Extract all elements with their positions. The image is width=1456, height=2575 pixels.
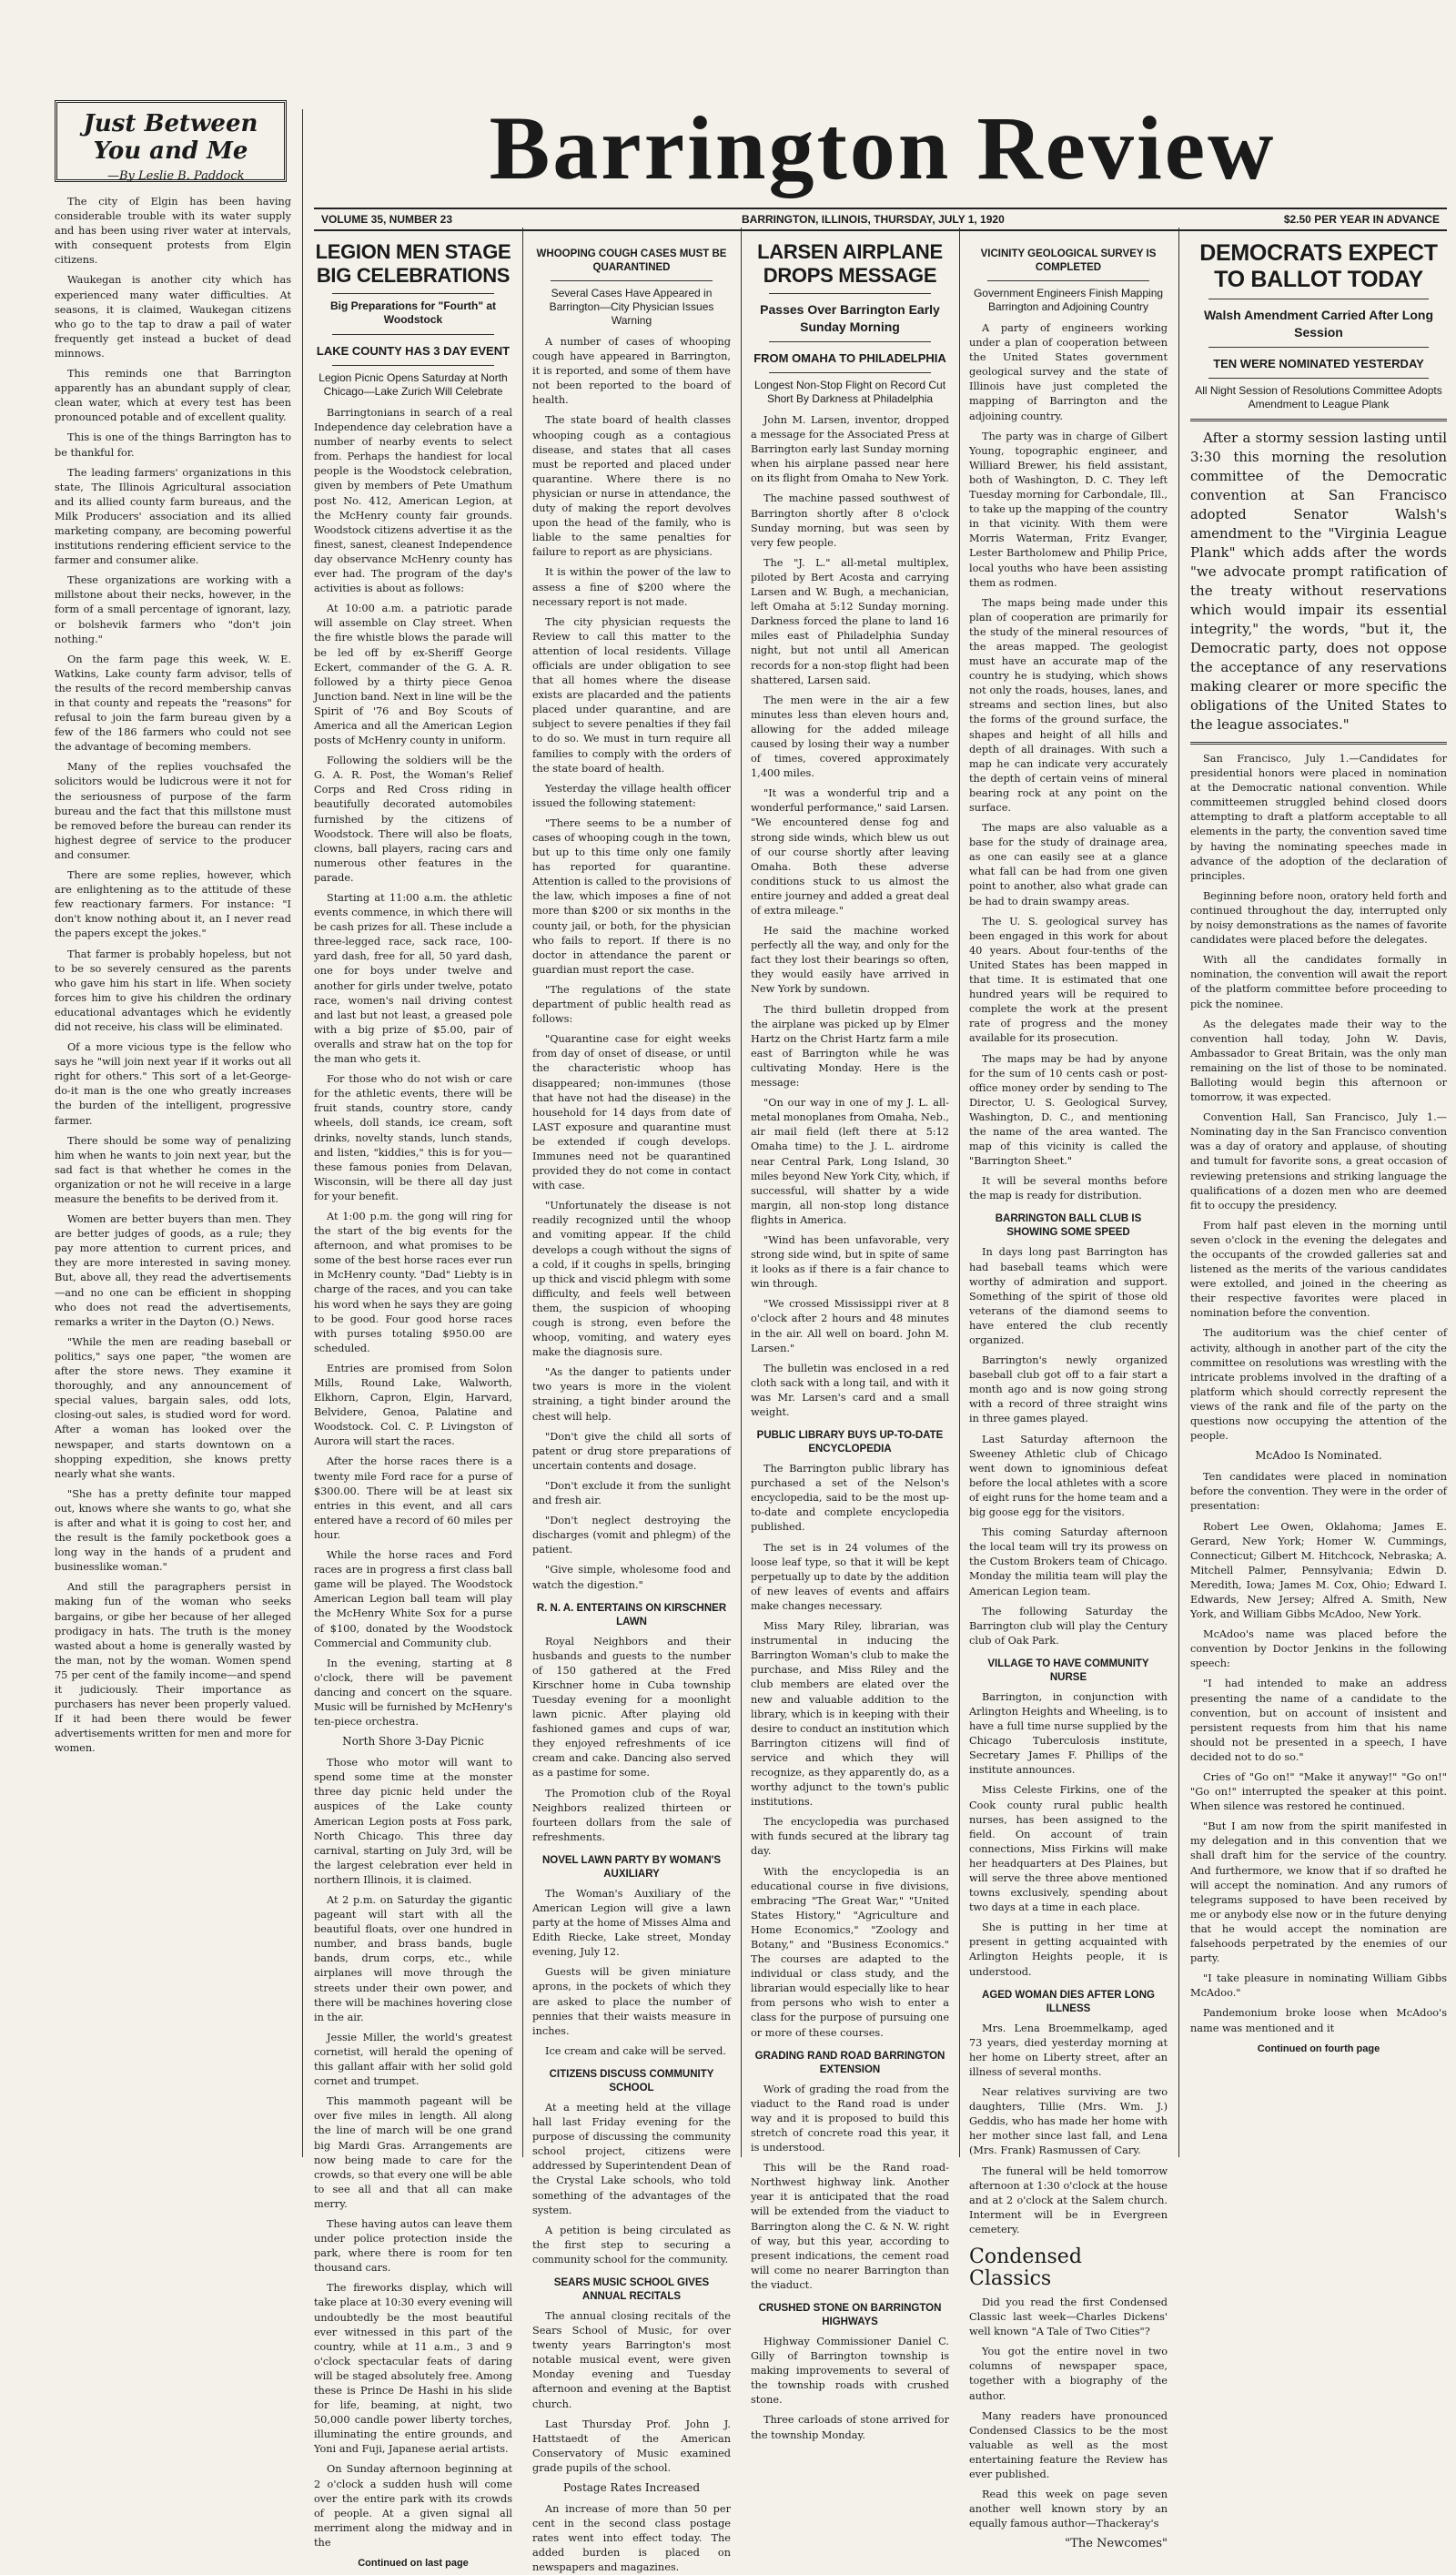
headline-ten-nominated: TEN WERE NOMINATED YESTERDAY [1213,357,1424,370]
larsen-paragraphs [751,413,949,1420]
geological-paragraphs [969,321,1168,1203]
mcadoo-paragraphs [1190,1470,1447,2035]
paragraph: Read this week on page seven another well known story by an equally famous author—Thackeray's [969,2489,1168,2530]
paragraph: Ten candidates were placed in nomination before the convention. They were in the order of presentation: [1190,1471,1447,1513]
paragraph: At a meeting held at the village hall last Friday evening for the purpose of discussing the community school project, citizens were addressed by Superintendent Dean of the Crystal Lake schools, who told something of the advantages of the system. [532,2101,731,2216]
paragraph: The bulletin was enclosed in a red cloth sack with a long tail, and with it was Mr. Larsen's card and a small weight. [751,1362,949,1418]
aged-woman-paragraphs [969,2022,1168,2237]
place-and-date: BARRINGTON, ILLINOIS, THURSDAY, JULY 1, 1920 [742,213,1005,226]
paragraph: A number of cases of whooping cough have appeared in Barrington, it is reported, and some of them have not been reported to the board of health. [532,336,731,407]
paragraph: The city physician requests the Review to call this matter to the attention of local residents. Village officials are under obligation to see that all homes where the disease exists are placarded and the patients placed under quarantine, and are subject to severe penalties if they fail to do so. We must in turn require all families to comply with the orders of the state board of health. [532,615,731,775]
column-legion [314,238,512,2570]
newcomes-title: "The Newcomes" [1065,2537,1168,2551]
paragraph: Women are better buyers than men. They are better judges of goods, as a rule; they pay more attention to current prices, and they are more interested in saving money. But, above all, they read the advertisements—and no one can be efficient in shopping who does not read the advertisements, remarks a writer in the Dayton (O.) News. [55,1213,291,1328]
paragraph: The maps being made under this plan of cooperation are primarily for the study of the mineral resources of the areas mapped. The geologist must have an accurate map of the country he is studying, which shows not only the roads, houses, lanes, and streams and section lines, but also the forms of the ground surface, the shapes and height of all hills and depth of all drainages. With such a map he can indicate very accurately the depth of certain veins of mineral bearing rock at any point on the surface. [969,596,1168,814]
paragraph: Following the soldiers will be the G. A. R. Post, the Woman's Relief Corps and Red Cross riding in beautifully decorated automobiles furnished by the citizens of Woodstock. There will also be floats, clowns, ball players, racing cars and numerous other features in the parade. [314,755,512,884]
paragraph: The following Saturday the Barrington club will play the Century club of Oak Park. [969,1605,1168,1647]
north-shore-paragraphs [314,1756,512,2550]
paragraph: "Unfortunately the disease is not readily recognized until the whoop and vomiting appear. If the child develops a cough without the signs of a cold, if it coughs in spells, bringing up thick and viscid phlegm with some difficulty, and feels well between them, the suspicion of whooping cough is strong, even before the whoop, vomiting, and watery eyes make the diagnosis sure. [532,1200,731,1359]
sidebar-byline: —By Leslie B. Paddock [107,169,245,183]
paragraph: For those who do not wish or care for the athletic events, there will be fruit stands, country store, candy wheels, doll stands, ice cream, soft drinks, novelty stands, lunch stands, and listen, "kiddies," this is for you—these famous ponies from Delavan, Wisconsin, will be there all day just for your benefit. [314,1073,512,1202]
paragraph: San Francisco, July 1.—Candidates for presidential honors were placed in nomination at the Democratic national convention. While committeemen struggled behind closed doors attempting to draft a platform acceptable to all elements in the party, the convention saved time by having the nominating speeches made in advance of the adoption of the declaration of principles. [1190,753,1447,882]
paragraph: Those who motor will want to spend some time at the monster three day picnic held under the auspices of the Lake county American Legion posts at Foss park, North Chicago. This three day carnival, starting on July 3rd, will be the largest celebration ever held in northern Illinois, it is claimed. [314,1757,512,1886]
paragraph: "Wind has been unfavorable, very strong side wind, but in spite of same it looks as if there is a fair chance to win through. [751,1233,949,1291]
paragraph: Barrington, in conjunction with Arlington Heights and Wheeling, is to have a full time nurse supplied by the Chicago Tuberculosis institute, Secretary James F. Phillips of the institute announces. [969,1690,1168,1777]
paragraph: Ice cream and cake will be served. [545,2044,726,2057]
paragraph: As the delegates made their way to the convention hall today, John W. Davis, Ambassador to Great Britain, was the only man remaining on the list of those to be nominated. Balloting would begin this afternoon or tomorrow, it was expected. [1190,1018,1447,1104]
paragraph: This will be the Rand road-Northwest highway link. Another year it is anticipated that the road will be extended from the viaduct to Barrington along the C. & N. W. right of way, but this year, according to present indications, the cement road will come no nearer Barrington than the viaduct. [751,2162,949,2291]
headline-larsen: LARSEN AIRPLANE DROPS MESSAGE [757,240,943,287]
subhead-nonstop: Longest Non-Stop Flight on Record Cut Short By Darkness at Philadelphia [753,379,946,405]
paragraph: After the horse races there is a twenty mile Ford race for a purse of $300.00. There will be at least six entries in this event, and all cars entered have a record of 60 miles per hour. [314,1455,512,1541]
postage-paragraphs [532,2502,731,2575]
paragraph: In the evening, starting at 8 o'clock, there will be pavement dancing and concert on the square. Music will be furnished by McHenry's ten-piece orchestra. [314,1657,512,1728]
paragraph: Near relatives surviving are two daughters, Tillie (Mrs. Wm. J.) Geddis, who has made her home with her mother since last fall, and Lena (Mrs. Frank) Rasmussen of Cary. [969,2086,1168,2157]
rand-road-paragraphs [751,2083,949,2293]
paragraph: McAdoo's name was placed before the convention by Doctor Jenkins in the following speech: [1190,1628,1447,1670]
headline-lawn-party: NOVEL LAWN PARTY BY WOMAN'S AUXILIARY [541,1854,722,1880]
paragraph: Work of grading the road from the viaduct to the Rand road is under way and it is proposed to build this stretch of concrete road this year, it is understood. [751,2083,949,2154]
volume-number: VOLUME 35, NUMBER 23 [321,213,453,226]
paragraph: In days long past Barrington has had baseball teams which were worthy of admiration and support. Something of the spirit of those old veterans of the diamond seems to have entered the club recently organized. [969,1246,1168,1346]
paragraph: Pandemonium broke loose when McAdoo's name was mentioned and it [1190,2007,1447,2034]
whooping-cough-paragraphs [532,335,731,1593]
headline-legion: LEGION MEN STAGE BIG CELEBRATIONS [315,240,511,287]
library-paragraphs [751,1462,949,2041]
paragraph: The leading farmers' organizations in this state, The Illinois Agricultural association and its allied county farm bureaus, and the Milk Producers' association and its allied marketing company, are becoming powerful institutions rendering efficient service to the farmer and consumer alike. [55,466,291,567]
sidebar-title-line1: Just Between [83,110,258,137]
paragraph: While the horse races and Ford races are in progress a first class ball game will be played. The Woodstock American Legion ball team will play the McHenry White Sox for a purse of $100, donated by the Woodstock Commercial and Community club. [314,1549,512,1649]
paragraph: The city of Elgin has been having considerable trouble with its water supply and has been using river water at intervals, with consequent protests from Elgin citizens. [55,196,291,267]
column-rule [741,228,742,2157]
paragraph: With the encyclopedia is an educational course in five divisions, embracing "The Great War," "United States History," "Agriculture and Home Economics," "Zoology and Botany," and "Business Economics." The courses are adapted to the individual or class study, and the librarian would especially like to hear from persons who wish to enter a class for the purpose of pursuing one or more of these courses. [751,1865,949,2039]
headline-omaha: FROM OMAHA TO PHILADELPHIA [753,351,946,365]
paragraph: From half past eleven in the morning until seven o'clock in the evening the delegates and the occupants of the crowded galleries sat and listened as the merits of the various candidates were extolled, and joined in the cheering as their respective favorites were placed in nomination before the convention. [1190,1219,1447,1320]
headline-condensed-classics: Condensed Classics [969,2245,1082,2290]
paragraph: Barrington's newly organized baseball club got off to a fair start a month ago and is now going strong with a record of three straight wins in three games played. [969,1354,1168,1425]
dateline-bar [314,208,1447,231]
paragraph: The party was in charge of Gilbert Young, topographic engineer, and Williard Brewer, his field assistant, both of Washington, D. C. They left Tuesday morning for Carbondale, Ill., to take up the mapping of the country in that vicinity. With them were Morris Waterman, Fritz Evanger, Lester Bartholomew and Philip Price, local youths who have been assisting them as rodmen. [969,430,1168,589]
paragraph: On Sunday afternoon beginning at 2 o'clock a sudden hush will come over the entire park with its crowds of people. At a given signal all merriment along the midway and in the [314,2463,512,2549]
column-democrats [1190,238,1447,2159]
paragraph: The Woman's Auxiliary of the American Legion will give a lawn party at the home of Misses Alma and Edith Riecke, Lake street, Monday evening, July 12. [532,1887,731,1959]
lawn-party-paragraphs [532,1887,731,2059]
paragraph: The funeral will be held tomorrow afternoon at 1:30 o'clock at the house and at 2 o'clock at the Salem church. Interment will be in Evergreen cemetery. [969,2164,1168,2235]
headline-library: PUBLIC LIBRARY BUYS UP-TO-DATE ENCYCLOPEDIA [756,1430,944,1455]
subhead-woodstock: Big Preparations for "Fourth" at Woodstock [329,299,497,326]
paragraph: The encyclopedia was purchased with funds secured at the library tag day. [751,1816,949,1858]
subscription-price: $2.50 PER YEAR IN ADVANCE [1283,213,1440,226]
paragraph: This reminds one that Barrington apparently has an abundant supply of clear, clean water, which at every test has been pronounced potable and of excellent quality. [55,368,291,424]
paragraph: Last Thursday Prof. John J. Hattstaedt of the American Conservatory of Music examined grade pupils of the school. [532,2418,731,2474]
subhead-whooping-cough: Several Cases Have Appeared in Barrington—City Physician Issues Warning [549,287,714,327]
subhead-geological: Government Engineers Finish Mapping Barrington and Adjoining Country [973,287,1164,313]
paragraph: Miss Mary Riley, librarian, was instrumental in inducing the Barrington Woman's club to make the purchase, and Miss Riley and the club members are elated over the new and valuable addition to the library, which is in keeping with their desire to conduct an institution which Barrington citizens will find of service and which they will recognize, as they apparently do, as a worthy adjunct to the town's public institutions. [751,1620,949,1809]
paragraph: "I take pleasure in nominating William Gibbs McAdoo." [1190,1972,1447,2000]
paragraph: The auditorium was the chief center of activity, although in another part of the city the committee on resolutions was wrestling with the intricate problems involved in the drafting of a platform which should correctly represent the views of the rank and file of the party on the questions now occupying the attention of the people. [1190,1327,1447,1443]
paragraph: It will be several months before the map is ready for distribution. [969,1175,1168,1202]
paragraph: This is one of the things Barrington has to be thankful for. [55,431,291,459]
community-school-paragraphs [532,2101,731,2267]
paragraph: A party of engineers working under a plan of cooperation between the United States government geological survey and the state of Illinois have just completed the mapping of Barrington and the adjoining country. [969,322,1168,422]
paragraph: There are some replies, however, which are enlightening as to the attitude of these few reactionary farmers. For instance: "I don't know nothing about it, an I never read the papers except the jokes." [55,869,291,940]
paragraph: Waukegan is another city which has experienced many water difficulties. At seasons, it is claimed, Waukegan citizens who go to the tap to draw a pail of water frequently get instead a bucket of dead minnows. [55,274,291,360]
headline-democrats: DEMOCRATS EXPECT TO BALLOT TODAY [1199,240,1438,292]
subhead-legion-picnic: Legion Picnic Opens Saturday at North Chicago—Lake Zurich Will Celebrate [318,371,508,398]
subhead-north-shore: North Shore 3-Day Picnic [342,1735,484,1749]
legion-paragraphs [314,406,512,1729]
paragraph: This coming Saturday afternoon the local team will try its prowess on the Custom Brokers team of Chicago. Monday the militia team will play the American Legion team. [969,1526,1168,1597]
paragraph: Convention Hall, San Francisco, July 1.—Nominating day in the San Francisco convention was a day of oratory and applause, of shouting and tumult for favorite sons, a great occasion of reviewing pretensions and striking language the qualifications of a dozen men who are deemed fit to occupy the presidency. [1190,1111,1447,1211]
ball-club-paragraphs [969,1245,1168,1647]
paragraph: The U. S. geological survey has been engaged in this work for about 40 years. About four-tenths of the United States has been mapped in that time. It is estimated that one hundred years will be required to complete the work at the present rate of progress and the money available for its prosecution. [969,915,1168,1045]
paragraph: The men were in the air a few minutes less than eleven hours and, allowing for the added mileage caused by losing their way a number of times, covered approximately 1,400 miles. [751,694,949,780]
paragraph: At 10:00 a.m. a patriotic parade will assemble on Clay street. When the fire whistle blows the parade will be led off by ex-Sheriff George Eckert, commander of the G. A. R. followed by a thirty piece Genoa Junction band. Next in line will be the Spirit of '76 and Boy Scouts of America and all the American Legion posts of McHenry county in uniform. [314,603,512,747]
paragraph: Yesterday the village health officer issued the following statement: [532,782,731,809]
paragraph: Did you read the first Condensed Classic last week—Charles Dickens' well known "A Tale of Two Cities"? [969,2296,1168,2338]
paragraph: The Promotion club of the Royal Neighbors realized thirteen or fourteen dollars from the sale of refreshments. [532,1787,731,1843]
column-larsen [751,238,949,2441]
subhead-larsen: Passes Over Barrington Early Sunday Morning [760,302,940,334]
paragraph: "It was a wonderful trip and a wonderful performance," said Larsen. "We encountered dense fog and strong side winds, which blew us out of our course shortly after leaving Omaha. Both these adverse conditions stuck to us almost the entire journey and added a great deal of extra mileage." [751,787,949,917]
paragraph: Miss Celeste Firkins, one of the Cook county rural public health nurses, has been assigned to the field. On account of train connections, Miss Firkins will make her headquarters at Des Plaines, but will serve the three above mentioned towns exclusively, spending about two days at a time in each place. [969,1784,1168,1914]
paragraph: Royal Neighbors and their husbands and guests to the number of 150 gathered at the Fred Kirschner home in Cuba township Tuesday evening for a moonlight lawn picnic. After playing old fashioned games and cups of war, they enjoyed refreshments of ice cream and cake. Dancing also served as a pastime for some. [532,1635,731,1779]
paragraph: "She has a pretty definite tour mapped out, knows where she wants to go, what she is after and what it is going to cost her, and the result is the family pocketbook goes a long way in the hands of a prudent and businesslike woman." [55,1487,291,1574]
paragraph: Last Saturday afternoon the Sweeney Athletic club of Chicago went down to ignominious defeat before the local athletes with a score of eight runs for the home team and a big goose egg for the visitors. [969,1433,1168,1519]
column-geological [969,238,1168,2551]
headline-community-school: CITIZENS DISCUSS COMMUNITY SCHOOL [549,2068,714,2093]
paragraph: The maps are also valuable as a base for the study of drainage area, as one can easily see at a glance what fall can be had from one given point to another, also what grade can be had to drain swampy areas. [969,822,1168,907]
paragraph: John M. Larsen, inventor, dropped a message for the Associated Press at Barrington early last Sunday morning when his airplane passed near here on its flight from Omaha to New York. [751,414,949,485]
headline-lake-county: LAKE COUNTY HAS 3 DAY EVENT [316,344,511,358]
paragraph: At 2 p.m. on Saturday the gigantic pageant will start with all the beautiful floats, over one hundred in number, and brass bands, bugle bands, drum corps, etc., while airplanes will move through the streets under their own power, and there will be machines hovering close in the air. [314,1894,512,2023]
paragraph: "I had intended to make an address presenting the name of a candidate to the convention, but on account of insistent and persistent requests from him that his name should not be presented in a speech, I have decided not to do so." [1190,1678,1447,1763]
headline-rna: R. N. A. ENTERTAINS ON KIRSCHNER LAWN [536,1602,727,1627]
paragraph: These having autos can leave them under police protection inside the park, where there is room for ten thousand cars. [314,2217,512,2275]
paragraph: "We crossed Mississippi river at 8 o'clock after 2 hours and 48 minutes in the air. All well on board. John M. Larsen." [751,1298,949,1354]
paragraph: The maps may be had by anyone for the sum of 10 cents cash or post-office money order by sending to The Director, U. S. Geological Survey, Washington, D. C., and mentioning the name of the area wanted. The map of this vicinity is called the "Barrington Sheet." [969,1052,1168,1168]
paragraph: That farmer is probably hopeless, but not to be so severely censured as the parents who gave him his start in life. When society forces him to give his children the ordinary educational advantages which he evidently did not receive, his class will be eliminated. [55,948,291,1033]
paragraph: Beginning before noon, oratory held forth and continued throughout the day, interrupted only by noisy demonstrations as the names of favorite candidates were placed before the delegates. [1190,889,1447,947]
paragraph: "Don't neglect destroying the discharges (vomit and phlegm) of the patient. [532,1515,731,1556]
column-rule [302,109,303,2157]
paragraph: Jessie Miller, the world's greatest cornetist, will herald the opening of this gallant affair with her solid gold cornet and trumpet. [314,2031,512,2088]
paragraph: Highway Commissioner Daniel C. Gilly of Barrington township is making improvements to several of the township roads with crushed stone. [751,2335,949,2407]
paragraph: This mammoth pageant will be over five miles in length. All along the line of march will be one grand big Mardi Gras. Arrangements are now being made to care for the crowds, so that every one will be able to see all and that all can make merry. [314,2095,512,2210]
paragraph: At 1:00 p.m. the gong will ring for the start of the big events for the afternoon, and what promises to be some of the best horse races ever run in McHenry county. "Dad" Liebty is in charge of the races, and you can take his word when he says they are going to be good. Four good horse races with purses totaling $950.00 are scheduled. [314,1210,512,1354]
paragraph: The third bulletin dropped from the airplane was picked up by Elmer Hartz on the Christ Hartz farm a mile east of Barrington while he was cultivating Monday. Here is the message: [751,1003,949,1090]
paragraph: And still the paragraphers persist in making fun of the woman who seeks bargains, or gibe her because of her alleged prodigacy in hats. The truth is the money wasted about a home is generally wasted by the man, not by the woman. Women spend 75 per cent of the family income—and spend it judiciously. Their importance as purchasers has never been properly valued. If it had been there would be fewer advertisements written for men and more for women. [55,1581,291,1755]
paragraph: "Don't give the child all sorts of patent or drug store preparations of uncertain contents and dosage. [532,1430,731,1472]
condensed-paragraphs [969,2296,1168,2531]
crushed-stone-paragraphs [751,2335,949,2443]
paragraph: Cries of "Go on!" "Make it anyway!" "Go on!" "Go on!" interrupted the speaker at this point. When silence was restored he continued. [1190,1771,1447,1813]
subhead-all-night: All Night Session of Resolutions Committee Adopts Amendment to League Plank [1195,384,1442,411]
subhead-mcadoo: McAdoo Is Nominated. [1255,1449,1382,1463]
sidebar-column [55,195,291,2159]
paragraph: "While the men are reading baseball or politics," says one paper, "the women are after the store news. They examine it thoroughly, and any announcement of special values, bargain sales, odd lots, closing-out sales, is studied word for word. After a woman has looked over the newspaper, and starts downtown on a shopping expedition, she knows pretty nearly what she wants. [55,1335,291,1480]
headline-aged-woman: AGED WOMAN DIES AFTER LONG ILLNESS [982,1989,1155,2014]
paragraph: Starting at 11:00 a.m. the athletic events commence, in which there will be cash prizes for all. These include a three-legged race, sack race, 100-yard dash, free for all, 50 yard dash, one for boys under twelve and another for girls under twelve, potato race, women's nail driving contest and last but not least, a greased pole with a big prize of $5.00, pair of overalls and straw hat on the top for the man who gets it. [314,892,512,1066]
headline-whooping-cough: WHOOPING COUGH CASES MUST BE QUARANTINED [536,248,727,273]
paragraph: With all the candidates formally in nomination, the convention will await the report of the platform committee before proceeding to pick the nominee. [1190,954,1447,1010]
paragraph: Three carloads of stone arrived for the township Monday. [751,2414,949,2441]
column-whooping-cough [532,238,731,2574]
paragraph: Many readers have pronounced Condensed Classics to be the most valuable as well as the most entertaining feature the Review has ever published. [969,2409,1168,2480]
paragraph: "Give simple, wholesome food and watch the digestion." [532,1564,731,1591]
headline-nurse: VILLAGE TO HAVE COMMUNITY NURSE [987,1658,1149,1683]
sears-music-paragraphs [532,2309,731,2476]
headline-rand-road: GRADING RAND ROAD BARRINGTON EXTENSION [754,2050,945,2075]
paragraph: "There seems to be a number of cases of whooping cough in the town, but up to this time only one family has reported for quarantine. Attention is called to the provisions of the law, which imposes a fine of not more than $200 or six months in the county jail, or both, for the physician who fails to report. If there is no doctor in attendance the parent or guardian must report the case. [532,816,731,976]
subhead-walsh: Walsh Amendment Carried After Long Session [1203,308,1434,340]
democrats-lead: After a stormy session lasting until 3:30 this morning the resolution committee of the Democratic convention at San Francisco adopted Senator Walsh's amendment to the "Virginia League Plank" which adds after the words "we advocate prompt ratification of the treaty without reservations which would impair its essential integrity," the words, "but it, the Democratic party, does not oppose the acceptance of any reservations making clearer or more specific the obligations of the United States to the league associates." [1190,430,1447,733]
paragraph: Barringtonians in search of a real Independence day celebration have a number of nearby events to select from. Perhaps the handiest for local people is the Woodstock celebration, given by members of Pete Umathum post No. 412, American Legion, at the McHenry county fair grounds. Woodstock citizens advertise it as the finest, sanest, cleanest Independence day observance McHenry county has ever had. The program of the day's activities is about as follows: [314,407,512,595]
rna-paragraphs [532,1635,731,1845]
paragraph: There should be some way of penalizing him when he wants to join next year, but the sad fact is that whether he comes in the organization or not he will receive in a large measure the benefits to be derived from it. [55,1134,291,1205]
paragraph: The state board of health classes whooping cough as a contagious disease, and states that all cases must be reported and placed under quarantine. Where there is no physician or nurse in attendance, the duty of making the report devolves upon the head of the family, who is liable to the same penalties for failure to report as are physicians. [532,414,731,559]
sidebar-title-line2: You and Me [93,137,248,165]
newspaper-title: Barrington Review [489,97,1277,198]
paragraph: An increase of more than 50 per cent in the second class postage rates went into effect today. The added burden is placed on newspapers and magazines. [532,2503,731,2574]
continued-note: Continued on last page [358,2558,469,2570]
paragraph: The annual closing recitals of the Sears School of Music, for over twenty years Barrington's most notable musical event, were given Monday evening and Tuesday afternoon and evening at the Baptist church. [532,2309,731,2410]
paragraph: The set is in 24 volumes of the loose leaf type, so that it will be kept perpetually up to date by the addition of new leaves of events and affairs make changes necessary. [751,1541,949,1612]
paragraph: Guests will be given miniature aprons, in the pockets of which they are asked to place the number of pennies that their waists measure in inches. [532,1966,731,2037]
headline-ball-club: BARRINGTON BALL CLUB IS SHOWING SOME SPEED [995,1213,1142,1239]
continued-note-democrats: Continued on fourth page [1257,2043,1380,2054]
headline-postage: Postage Rates Increased [562,2481,701,2494]
paragraph: The Barrington public library has purchased a set of the Nelson's encyclopedia, said to be the most up-to-date and complete encyclopedia published. [751,1463,949,1534]
paragraph: A petition is being circulated as the first step to securing a community school for the community. [532,2224,731,2266]
paragraph: "But I am now from the spirit manifested in my delegation and in this convention that we shall draft him for the service of the country. And furthermore, we know that if so drafted he will accept the nomination. And any rumors of telegrams supposed to have been received by me or anybody else now or in the future denying that he would accept the nomination are falsehoods perpetrated by the enemies of our party. [1190,1820,1447,1965]
paragraph: On the farm page this week, W. E. Watkins, Lake county farm advisor, tells of the results of the record membership canvas in that county and repeats the "reasons" for refusal to join the farm bureau given by a few of the 186 farmers who could not see the advantage of becoming members. [55,653,291,754]
paragraph: Many of the replies vouchsafed the solicitors would be ludicrous were it not for the seriousness of purpose of the farm bureau and the fact that this millstone must be removed before the bureau can render its highest degree of service to the producer and consumer. [55,761,291,861]
paragraph: The machine passed southwest of Barrington shortly after 8 o'clock Sunday morning, but was seen by very few people. [751,492,949,549]
paragraph: "As the danger to patients under two years is more in the violent straining, a tight binder around the chest will help. [532,1366,731,1423]
paragraph: The "J. L." all-metal multiplex, piloted by Bert Acosta and carrying Larsen and W. Bugh, a mechanician, left Omaha at 5:12 Sunday morning. Darkness forced the plane to land 16 miles east of Philadelphia Sunday night, but not until all American records for a non-stop flight had been shattered, Larsen said. [751,556,949,686]
paragraph: These organizations are working with a millstone about their necks, however, in the form of a small percentage of ignorant, lazy, or bolshevik farmers who "don't join nothing." [55,574,291,645]
headline-geological: VICINITY GEOLOGICAL SURVEY IS COMPLETED [980,248,1157,273]
sidebar-paragraphs [55,195,291,1756]
column-rule [522,228,523,2157]
paragraph: You got the entire novel in two columns of newspaper space, together with a biography of the author. [969,2346,1168,2402]
paragraph: "Quarantine case for eight weeks from day of onset of disease, or until the characteristic whoop has disappeared; non-immunes (those that have not had the disease) in the household for 14 days from date of LAST exposure and quarantine must be extended if cough develops. Immunes need not be quarantined provided they do not come in contact with case. [532,1033,731,1192]
paragraph: She is putting in her time at present in getting acquainted with Arlington Heights people, it is understood. [969,1921,1168,1978]
paragraph: It is within the power of the law to assess a fine of $200 where the necessary report is not made. [532,566,731,608]
democrats-paragraphs [1190,752,1447,1444]
paragraph: Mrs. Lena Broemmelkamp, aged 73 years, died yesterday morning at her home on Liberty street, after an illness of several months. [969,2022,1168,2078]
column-rule [1178,228,1179,2157]
paragraph: The fireworks display, which will take place at 10:30 every evening will undoubtedly be the most beautiful ever witnessed in this part of the country, while at 11 a.m., 3 and 9 o'clock spectacular feats of daring will be staged absolutely free. Among these is Prince De Hashi in his slide for life, beaming, at night, two 50,000 candle power liberty torches, illuminating the entire grounds, and Yoni and Fuji, Japanese aerial artists. [314,2282,512,2456]
headline-sears-music: SEARS MUSIC SCHOOL GIVES ANNUAL RECITALS [553,2276,710,2302]
nurse-paragraphs [969,1690,1168,1980]
paragraph: Of a more vicious type is the fellow who says he "will join next year if it works out all right for others." This sort of a let-George-do-it man is the one who greatly increases the burden of the intelligent, progressive farmer. [55,1041,291,1127]
paragraph: "On our way in one of my J. L. all-metal monoplanes from Omaha, Neb., air mail field (left there at 5:12 Omaha time) to the J. L. airdrome near Central Park, Long Island, 30 miles beyond New York City, which, if successful, will shatter by a wide margin, all non-stop long distance flights in America. [751,1097,949,1226]
paragraph: He said the machine worked perfectly all the way, and only for the fact they lost their bearings so often, they would easily have arrived in New York by sundown. [751,925,949,996]
paragraph: "Don't exclude it from the sunlight and fresh air. [532,1479,731,1507]
paragraph: Robert Lee Owen, Oklahoma; James E. Gerard, New York; Homer W. Cummings, Connecticut; Gilbert M. Hitchcock, Nebraska; A. Mitchell Palmer, Pennsylvania; Edwin D. Meredith, Iowa; James M. Cox, Ohio; Edward I. Edwards, New Jersey; Alfred A. Smith, New York, and William Gibbs McAdoo, New York. [1190,1520,1447,1621]
paragraph: Entries are promised from Solon Mills, Round Lake, Walworth, Elkhorn, Capron, Elgin, Harvard, Belvidere, Genoa, Palatine and Woodstock. Col. C. P. Livingston of Aurora will start the races. [314,1362,512,1448]
headline-crushed-stone: CRUSHED STONE ON BARRINGTON HIGHWAYS [758,2302,942,2327]
column-rule [959,228,960,2157]
paragraph: "The regulations of the state department of public health read as follows: [532,983,731,1026]
